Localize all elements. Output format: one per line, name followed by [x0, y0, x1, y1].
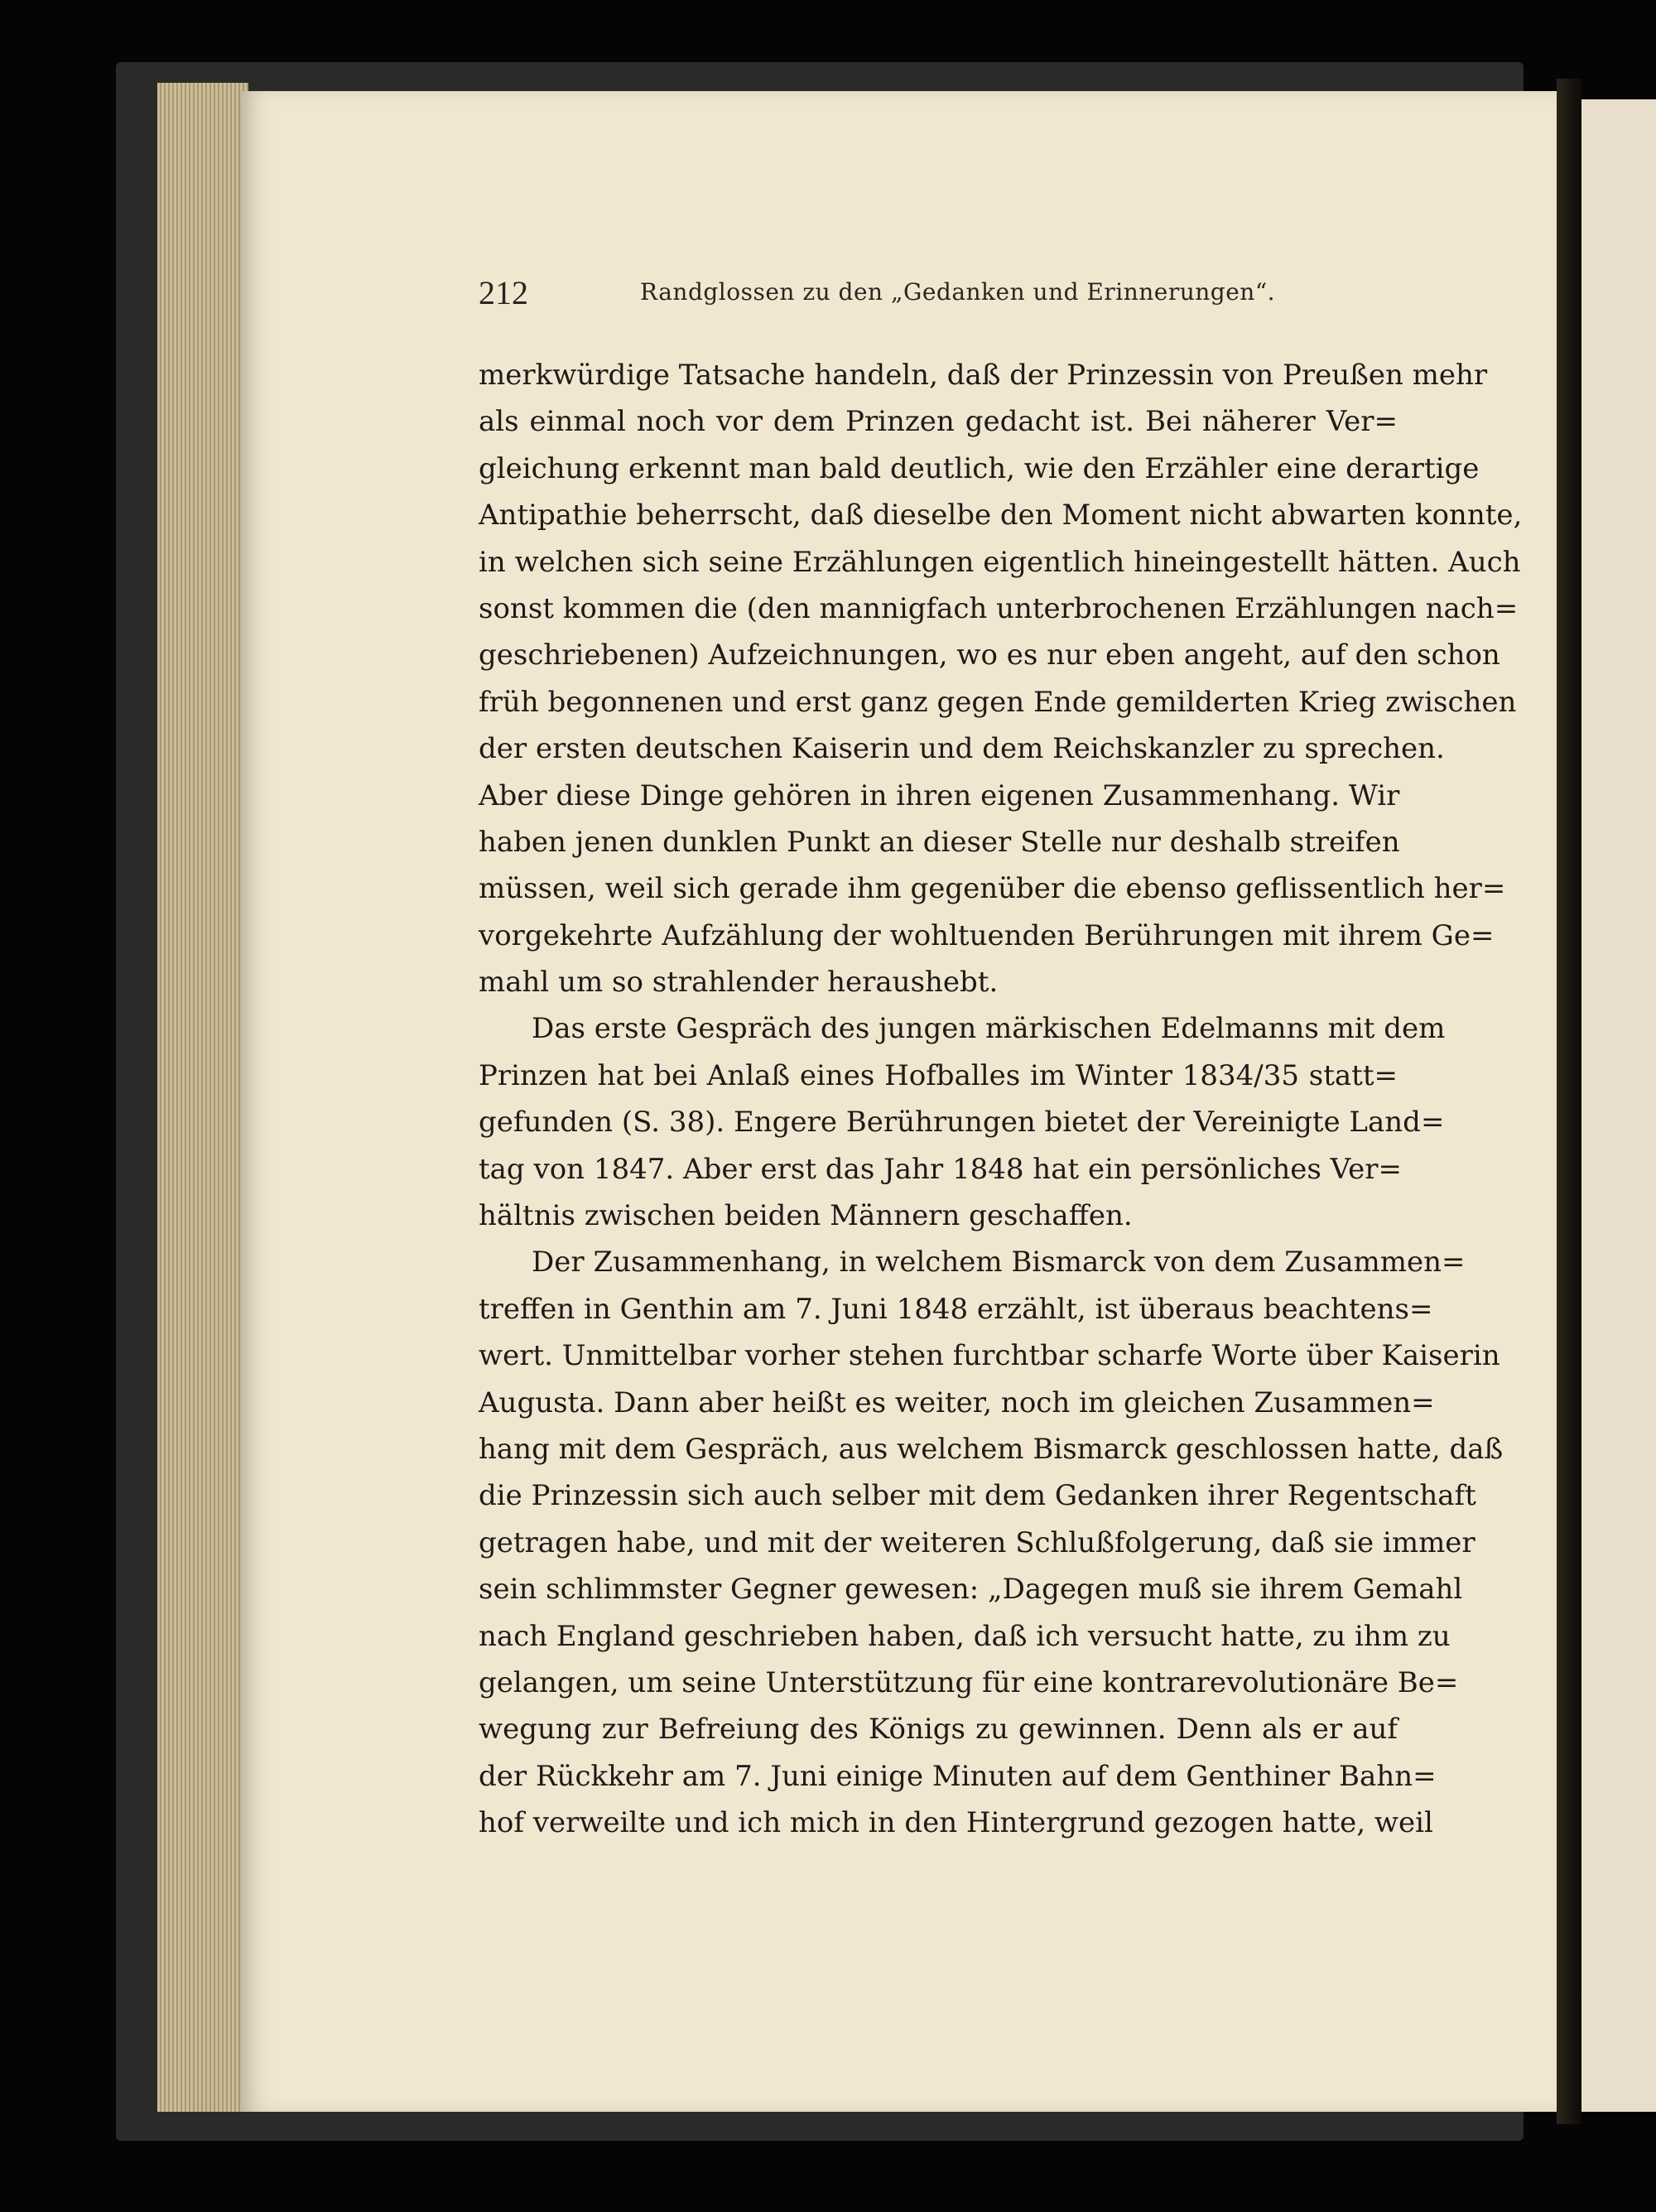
text-line: Augusta. Dann aber heißt es weiter, noch im gleichen Zusammen=	[479, 1386, 1435, 1419]
text-line: müssen, weil sich gerade ihm gegenüber die ebenso geflissentlich her=	[479, 872, 1506, 906]
text-line: hältnis zwischen beiden Männern geschaffen.	[479, 1199, 1133, 1233]
paragraph-start-line: Der Zusammenhang, in welchem Bismarck von dem Zusammen=	[532, 1246, 1466, 1279]
text-line: Aber diese Dinge gehören in ihren eigenen Zusammenhang. Wir	[479, 778, 1400, 812]
text-line: merkwürdige Tatsache handeln, daß der Prinzessin von Preußen mehr	[479, 359, 1488, 392]
page-number: 212	[479, 274, 528, 311]
text-line: getragen habe, und mit der weiteren Schlußfolgerung, daß sie immer	[479, 1525, 1475, 1559]
facing-page	[1581, 99, 1656, 2112]
text-line: tag von 1847. Aber erst das Jahr 1848 hat ein persönliches Ver=	[479, 1152, 1402, 1186]
text-line: wegung zur Befreiung des Königs zu gewinnen. Denn als er auf	[479, 1713, 1398, 1747]
text-line: haben jenen dunklen Punkt an dieser Stelle nur deshalb streifen	[479, 825, 1400, 859]
page-header	[479, 273, 1398, 315]
text-line: wert. Unmittelbar vorher stehen furchtbar scharfe Worte über Kaiserin	[479, 1339, 1500, 1373]
text-line: sonst kommen die (den mannigfach unterbrochenen Erzählungen nach=	[479, 591, 1519, 625]
text-line: der Rückkehr am 7. Juni einige Minuten auf dem Genthiner Bahn=	[479, 1759, 1437, 1793]
paragraph-start-line: Das erste Gespräch des jungen märkischen Edelmanns mit dem	[532, 1012, 1446, 1046]
text-line: in welchen sich seine Erzählungen eigentlich hineingestellt hätten. Auch	[479, 545, 1521, 579]
body-text	[479, 352, 1523, 1847]
text-line: als einmal noch vor dem Prinzen gedacht ist. Bei näherer Ver=	[479, 405, 1398, 439]
text-line: geschriebenen) Aufzeichnungen, wo es nur eben angeht, auf den schon	[479, 639, 1500, 672]
text-line: früh begonnenen und erst ganz gegen Ende gemilderten Krieg zwischen	[479, 685, 1517, 719]
text-line: nach England geschrieben haben, daß ich versucht hatte, zu ihm zu	[479, 1619, 1451, 1653]
text-line: vorgekehrte Aufzählung der wohltuenden Berührungen mit ihrem Ge=	[479, 918, 1495, 952]
text-line: die Prinzessin sich auch selber mit dem Gedanken ihrer Regentschaft	[479, 1479, 1476, 1513]
text-line: der ersten deutschen Kaiserin und dem Reichskanzler zu sprechen.	[479, 732, 1445, 766]
page-edges	[157, 83, 248, 2112]
text-line: gefunden (S. 38). Engere Berührungen bietet der Vereinigte Land=	[479, 1106, 1445, 1140]
text-line: Antipathie beherrscht, daß dieselbe den Moment nicht abwarten konnte,	[479, 499, 1523, 533]
text-line: Prinzen hat bei Anlaß eines Hofballes im Winter 1834/35 statt=	[479, 1058, 1398, 1092]
text-line: gelangen, um seine Unterstützung für eine kontrarevolutionäre Be=	[479, 1665, 1459, 1699]
text-line: hof verweilte und ich mich in den Hintergrund gezogen hatte, weil	[479, 1806, 1433, 1840]
text-line: gleichung erkennt man bald deutlich, wie den Erzähler eine derartige	[479, 451, 1480, 485]
running-head: Randglossen zu den „Gedanken und Erinnerungen“.	[640, 278, 1276, 306]
book-gutter	[1557, 79, 1581, 2124]
text-line: sein schlimmster Gegner gewesen: „Dagegen muß sie ihrem Gemahl	[479, 1573, 1463, 1607]
text-line: hang mit dem Gespräch, aus welchem Bismarck geschlossen hatte, daß	[479, 1432, 1504, 1466]
text-line: mahl um so strahlender heraushebt.	[479, 966, 999, 1000]
text-line: treffen in Genthin am 7. Juni 1848 erzählt, ist überaus beachtens=	[479, 1292, 1433, 1326]
